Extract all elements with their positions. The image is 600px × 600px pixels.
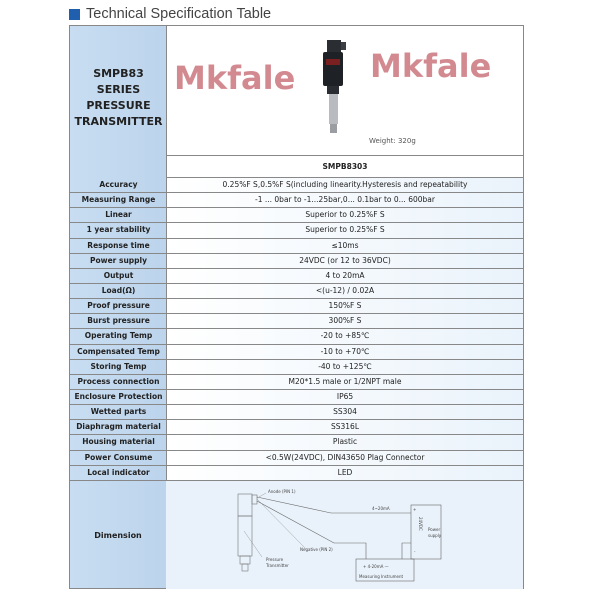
table-row xyxy=(70,345,523,360)
table-row xyxy=(70,329,523,344)
row-label: Diaphragm material xyxy=(76,422,161,432)
row-label: Power Consume xyxy=(84,452,153,462)
row-label: Local indicator xyxy=(87,467,150,477)
instrument-label: Measuring Instrument xyxy=(359,574,404,579)
row-value: Superior to 0.25%F S xyxy=(167,223,523,237)
table-row xyxy=(70,390,523,405)
voltage-label: 24VDC xyxy=(418,517,423,531)
table-row xyxy=(70,178,523,193)
row-value: 300%F S xyxy=(167,314,523,328)
model-header: SMPB8303 xyxy=(167,156,523,178)
current-label: 4~20mA xyxy=(372,506,390,511)
row-value: -20 to +85℃ xyxy=(167,329,523,343)
dimension-label: Dimension xyxy=(94,530,142,540)
row-value: IP65 xyxy=(167,390,523,404)
row-label: Enclosure Protection xyxy=(74,391,163,401)
wiring-diagram xyxy=(166,481,523,589)
spec-rows xyxy=(70,178,523,481)
row-label: Response time xyxy=(87,240,150,250)
spec-table xyxy=(69,25,524,589)
series-line: SERIES xyxy=(96,83,141,96)
table-row xyxy=(70,314,523,329)
table-row xyxy=(70,223,523,238)
watermark: Mkfale xyxy=(174,59,296,97)
power-label: supply xyxy=(428,533,442,538)
row-value: LED xyxy=(167,466,523,480)
row-value: SS304 xyxy=(167,405,523,419)
section-title xyxy=(69,5,271,23)
row-value: ≤10ms xyxy=(167,239,523,253)
row-value: <(u-12) / 0.02A xyxy=(167,284,523,298)
row-value: -40 to +125℃ xyxy=(167,360,523,374)
table-row xyxy=(70,208,523,223)
title-square-icon xyxy=(69,9,80,20)
row-label: Power supply xyxy=(90,255,147,265)
row-value: -1 ... 0bar to -1...25bar,0... 0.1bar to 0... 600bar xyxy=(167,193,523,207)
row-value: 4 to 20mA xyxy=(167,269,523,283)
row-value: Plastic xyxy=(167,435,523,449)
series-line: PRESSURE xyxy=(86,99,151,112)
row-label: Linear xyxy=(105,210,132,220)
transmitter-label: Transmitter xyxy=(266,563,289,568)
table-row xyxy=(70,360,523,375)
anode-label: Anode (PIN 1) xyxy=(268,489,296,494)
table-row xyxy=(70,451,523,466)
table-row xyxy=(70,254,523,269)
plus-label: + xyxy=(413,507,417,512)
row-label: Storing Temp xyxy=(90,361,147,371)
table-row xyxy=(70,284,523,299)
dimension-row xyxy=(70,481,523,589)
table-row xyxy=(70,420,523,435)
row-value: M20*1.5 male or 1/2NPT male xyxy=(167,375,523,389)
weight-label: Weight: 320g xyxy=(369,137,416,145)
row-label: Load(Ω) xyxy=(101,285,136,295)
minus-label: - xyxy=(414,549,416,554)
row-label: Wetted parts xyxy=(90,407,147,417)
row-value: 150%F S xyxy=(167,299,523,313)
table-row xyxy=(70,435,523,450)
title-text: Technical Specification Table xyxy=(86,6,272,22)
row-label: Accuracy xyxy=(99,180,138,189)
series-title xyxy=(70,66,167,130)
series-line: SMPB83 xyxy=(93,67,144,80)
table-row xyxy=(70,299,523,314)
row-label: Housing material xyxy=(82,437,155,447)
table-row xyxy=(70,405,523,420)
row-value: 24VDC (or 12 to 36VDC) xyxy=(167,254,523,268)
row-label: Operating Temp xyxy=(84,331,153,341)
row-label: Output xyxy=(103,270,134,280)
transmitter-label: Pressure xyxy=(266,557,284,562)
table-row xyxy=(70,193,523,208)
negative-label: Negative (PIN 2) xyxy=(300,547,333,552)
row-value: SS316L xyxy=(167,420,523,434)
row-value: Superior to 0.25%F S xyxy=(167,208,523,222)
row-value: <0.5W(24VDC), DIN43650 Plag Connector xyxy=(167,451,523,465)
instrument-current-label: + 4-20mA — xyxy=(363,564,389,569)
table-row xyxy=(70,239,523,254)
row-value: -10 to +70℃ xyxy=(167,345,523,359)
table-row xyxy=(70,466,523,481)
series-line: TRANSMITTER xyxy=(74,115,163,128)
row-label: Process connection xyxy=(77,376,160,386)
watermark: Mkfale xyxy=(370,47,492,85)
row-value: 0.25%F S,0.5%F S(including linearity.Hysteresis and repeatability xyxy=(167,178,523,192)
power-label: Power xyxy=(428,527,441,532)
row-label: Proof pressure xyxy=(87,301,150,311)
row-label: Compensated Temp xyxy=(77,346,160,356)
row-label: 1 year stability xyxy=(86,225,151,235)
row-label: Measuring Range xyxy=(81,195,156,205)
table-row xyxy=(70,375,523,390)
table-row xyxy=(70,269,523,284)
row-label: Burst pressure xyxy=(87,316,150,326)
